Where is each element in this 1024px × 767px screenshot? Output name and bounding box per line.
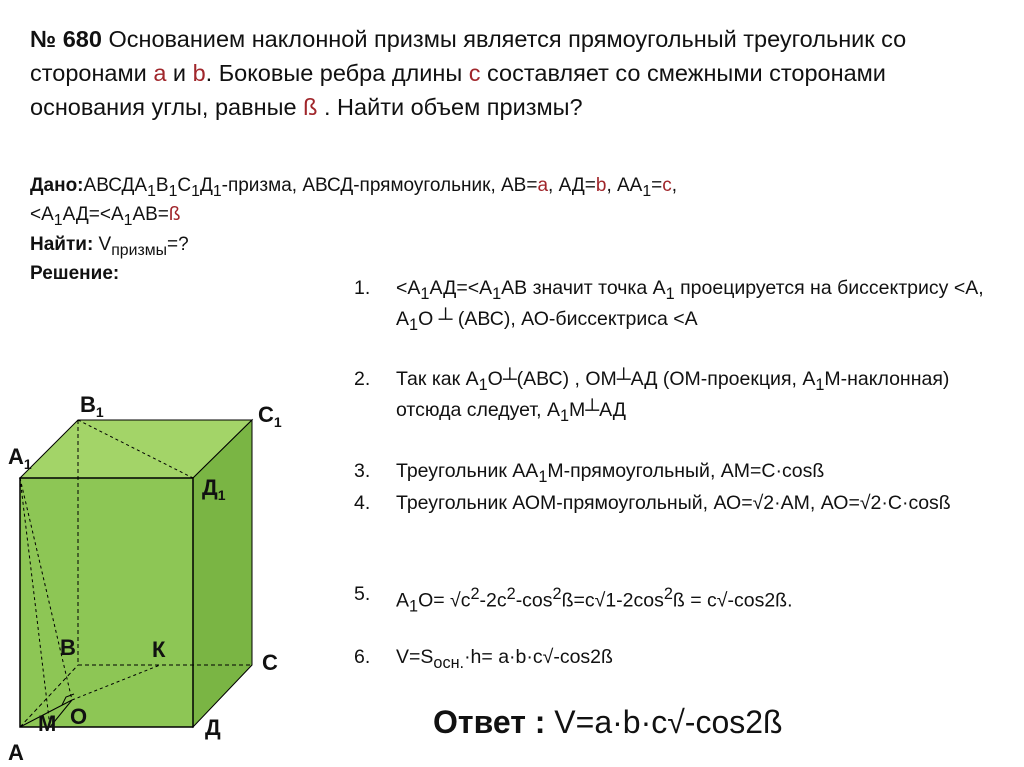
find-line — [30, 233, 1005, 262]
step-fragment: -cos — [515, 589, 553, 612]
step-1 — [354, 276, 1014, 338]
step-number: 6. — [354, 646, 371, 668]
side-a: a — [153, 60, 167, 86]
given-text: Д — [199, 175, 213, 196]
superscript: 2 — [663, 585, 673, 603]
superscript: 2 — [470, 585, 480, 603]
step-fragment: АВ значит точка А — [501, 277, 666, 299]
label-k: К — [152, 637, 166, 662]
step-fragment: Так как А — [396, 368, 479, 390]
label-d1: $Д_1$ — [202, 475, 226, 503]
step-number: 5. — [354, 583, 371, 605]
perpendicular-symbol: ┴ — [502, 368, 517, 390]
step-fragment: -2с — [479, 589, 507, 612]
step-fragment: А — [396, 589, 410, 612]
step-3 — [354, 459, 1014, 490]
subscript: 1 — [492, 284, 502, 303]
step-text — [396, 367, 1014, 429]
label-b1: $В_1$ — [80, 392, 104, 420]
subscript: 1 — [147, 182, 156, 200]
step-5 — [354, 582, 1014, 619]
given-text: С — [177, 175, 192, 196]
step-fragment: М-прямоугольный, АМ=С·cosß — [547, 460, 825, 482]
label-b: В — [60, 635, 76, 660]
given-line-2 — [30, 203, 1005, 232]
given-beta: ß — [168, 204, 181, 226]
prism-figure — [0, 380, 300, 767]
given-text: , — [671, 175, 678, 196]
given-text: АВ= — [132, 204, 169, 226]
problem-statement — [30, 22, 1005, 124]
subscript: 1 — [212, 182, 222, 200]
step-fragment: АД=<А — [429, 277, 493, 299]
find-label: Найти: — [30, 233, 94, 255]
answer-value: V=a·b·c√-cos2ß — [554, 704, 783, 740]
given-text: = — [651, 175, 663, 196]
step-2 — [354, 367, 1014, 429]
subscript: 1 — [420, 284, 430, 303]
problem-text-3: . Боковые ребра длины — [205, 60, 469, 86]
label-a: А — [8, 740, 24, 765]
step-fragment: О — [487, 368, 503, 390]
step-4 — [354, 491, 1014, 516]
step-fragment: Треугольник АА — [396, 460, 539, 482]
step-fragment: V=S — [396, 646, 434, 668]
given-text: , АА — [606, 175, 643, 196]
step-text — [396, 645, 1014, 676]
subscript: 1 — [642, 182, 652, 200]
step-text — [396, 276, 1014, 338]
step-fragment: (АВС), АО-биссектриса <А — [452, 307, 698, 330]
step-fragment: АД — [599, 398, 626, 421]
step-fragment: М-наклонная) отсюда следует, А — [396, 368, 950, 421]
given-text: АД=<А — [62, 204, 124, 226]
subscript: 1 — [815, 375, 825, 394]
given-text: АВСДА — [83, 175, 148, 196]
step-fragment: АД (ОМ-проекция, А — [630, 368, 816, 390]
label-c: С — [262, 650, 278, 675]
prism-front-face — [20, 478, 193, 727]
label-c1: $С_1$ — [258, 402, 282, 430]
step-fragment: (АВС) , ОМ — [516, 368, 617, 390]
step-fragment: ß = с√-cos2ß. — [672, 589, 793, 612]
problem-text-4: составляет со смежными сторонами основания углы, равные — [30, 60, 886, 120]
perpendicular-symbol: ┴ — [585, 398, 600, 421]
step-number: 3. — [354, 460, 371, 482]
subscript: 1 — [191, 182, 200, 200]
step-number: 1. — [354, 277, 371, 299]
given-text: В — [155, 175, 169, 196]
step-number: 4. — [354, 492, 371, 514]
find-text: =? — [166, 233, 189, 255]
subscript: 1 — [409, 597, 419, 616]
side-b: b — [192, 60, 206, 86]
problem-text-5: . Найти объем призмы? — [317, 94, 583, 120]
subscript: 1 — [123, 212, 133, 230]
edge-c: c — [468, 60, 481, 86]
subscript: 1 — [168, 182, 178, 200]
superscript: 2 — [506, 585, 516, 603]
perpendicular-symbol: ┴ — [616, 368, 631, 390]
step-number: 2. — [354, 368, 371, 390]
answer-label: Ответ : — [433, 704, 555, 740]
given-c: c — [662, 175, 672, 196]
angle-beta: ß — [303, 94, 318, 120]
step-fragment: О — [418, 307, 439, 330]
step-fragment: О= √с — [418, 589, 471, 612]
perpendicular-symbol: ┴ — [438, 307, 453, 330]
solution-label: Решение: — [30, 262, 120, 284]
subscript: 1 — [665, 284, 675, 303]
step-fragment: проецируется на биссектрису <А, А — [396, 277, 984, 330]
step-fragment: ß=с√1-2cos — [561, 589, 664, 612]
answer — [433, 700, 783, 744]
subscript: призмы — [111, 241, 167, 259]
given-text: , АД= — [548, 175, 596, 196]
step-fragment: <А — [396, 277, 421, 299]
given-block — [30, 174, 1005, 285]
label-a1: $А_1$ — [8, 444, 32, 472]
superscript: 2 — [552, 585, 562, 603]
given-line-1 — [30, 174, 1005, 203]
subscript: 1 — [559, 406, 570, 425]
step-fragment: ·h= a·b·c√-cos2ß — [464, 646, 613, 668]
problem-text-2: и — [166, 60, 193, 86]
label-o: О — [70, 704, 88, 729]
label-m: М — [38, 711, 57, 736]
step-fragment: М — [569, 398, 586, 421]
subscript: осн. — [433, 653, 465, 672]
given-b: b — [595, 175, 607, 196]
given-label: Дано: — [30, 175, 84, 196]
subscript: 1 — [53, 212, 63, 230]
subscript: 1 — [409, 315, 419, 334]
subscript: 1 — [478, 375, 488, 394]
given-a: a — [537, 175, 549, 196]
problem-text-1: Основанием наклонной призмы является прямоугольный треугольник со сторонами — [30, 26, 907, 86]
step-6 — [354, 645, 1014, 676]
step-text — [396, 459, 1014, 490]
problem-number: № 680 — [30, 26, 102, 52]
given-text: -призма, АВСД-прямоугольник, АВ= — [221, 175, 538, 196]
find-text: V — [93, 233, 112, 255]
step-text — [396, 582, 1014, 619]
step-text: Треугольник АОМ-прямоугольный, АО=√2·АМ, АО=√2·С·cosß — [396, 492, 951, 514]
subscript: 1 — [538, 467, 548, 486]
given-text: <А — [30, 204, 54, 226]
label-d: Д — [205, 715, 221, 740]
